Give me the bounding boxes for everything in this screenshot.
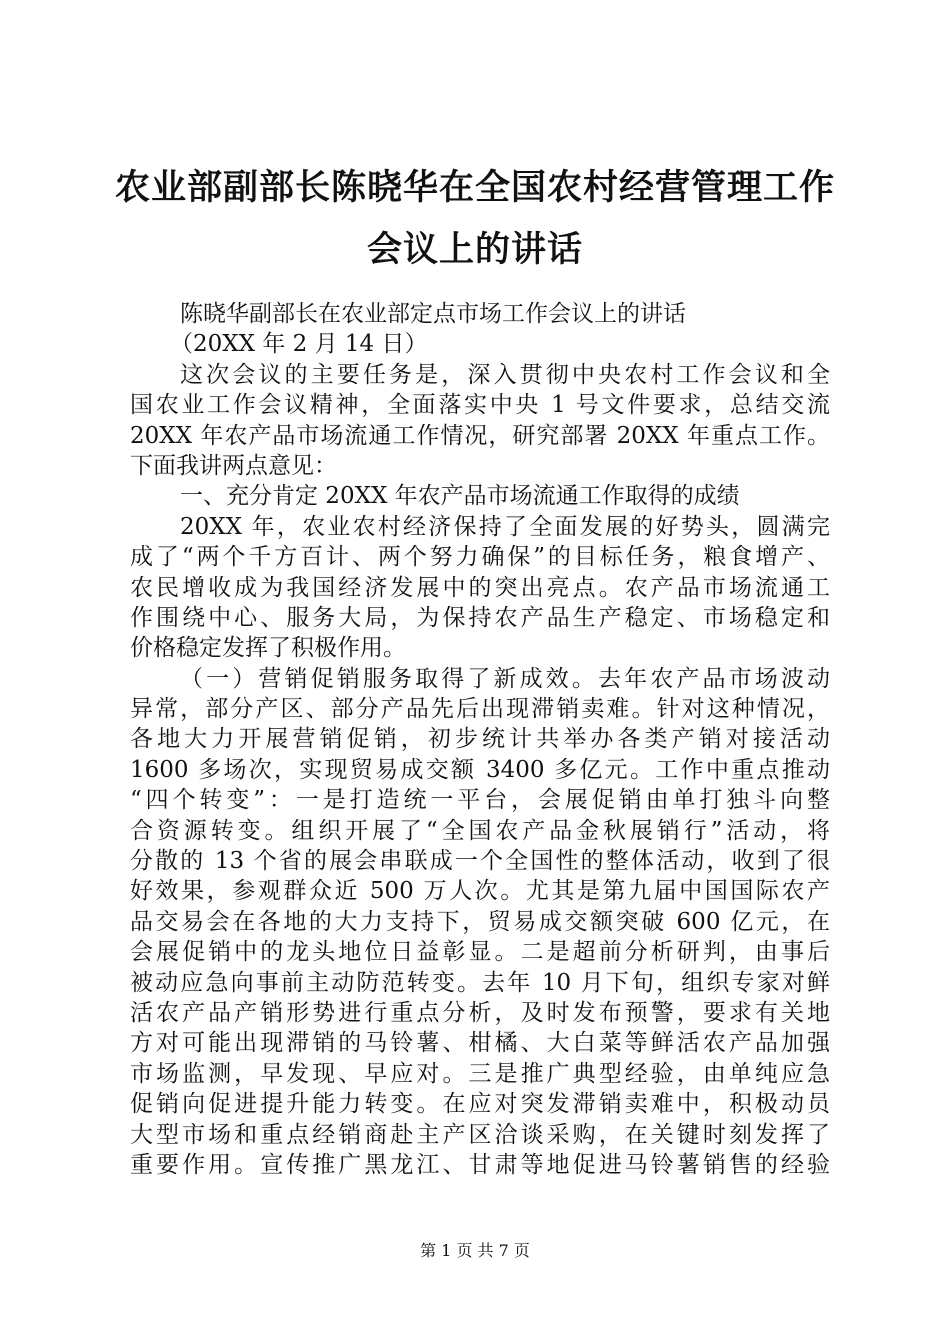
page-footer: 第 1 页 共 7 页 bbox=[420, 1241, 530, 1260]
text-line: （一）营销促销服务取得了新成效。去年农产品市场波动 bbox=[180, 665, 830, 692]
text-line: 被动应急向事前主动防范转变。去年 10 月下旬，组织专家对鲜 bbox=[130, 969, 830, 996]
date-line: （20XX 年 2 月 14 日） bbox=[170, 331, 428, 358]
text-line: 异常，部分产区、部分产品先后出现滞销卖难。针对这种情况， bbox=[130, 696, 830, 723]
text-line: 大型市场和重点经销商赴主产区洽谈采购，在关键时刻发挥了 bbox=[130, 1121, 830, 1148]
text-line: 方对可能出现滞销的马铃薯、柑橘、大白菜等鲜活农产品加强 bbox=[130, 1030, 830, 1057]
text-line: 国农业工作会议精神，全面落实中央 1 号文件要求，总结交流 bbox=[130, 392, 830, 419]
text-line: 20XX 年农产品市场流通工作情况，研究部署 20XX 年重点工作。 bbox=[130, 422, 830, 449]
text-line: 促销向促进提升能力转变。在应对突发滞销卖难中，积极动员 bbox=[130, 1091, 830, 1118]
text-line: 1600 多场次，实现贸易成交额 3400 多亿元。工作中重点推动 bbox=[130, 756, 830, 783]
text-line: 这次会议的主要任务是，深入贯彻中央农村工作会议和全 bbox=[180, 361, 830, 388]
subtitle-line: 陈晓华副部长在农业部定点市场工作会议上的讲话 bbox=[180, 301, 686, 327]
text-line: 作围绕中心、服务大局，为保持农产品生产稳定、市场稳定和 bbox=[130, 604, 830, 631]
text-line: 重要作用。宣传推广黑龙江、甘肃等地促进马铃薯销售的经验 bbox=[130, 1151, 830, 1178]
text-line: 农民增收成为我国经济发展中的突出亮点。农产品市场流通工 bbox=[130, 574, 830, 601]
text-line: 分散的 13 个省的展会串联成一个全国性的整体活动，收到了很 bbox=[130, 848, 830, 875]
document-body bbox=[130, 299, 830, 1180]
section-heading: 一、充分肯定 20XX 年农产品市场流通工作取得的成绩 bbox=[180, 483, 740, 510]
text-line: 好效果，参观群众近 500 万人次。尤其是第九届中国国际农产 bbox=[130, 878, 830, 905]
document-title-line-1: 农业部副部长陈晓华在全国农村经营管理工作 bbox=[114, 167, 835, 208]
text-line: 成了“两个千方百计、两个努力确保”的目标任务，粮食增产、 bbox=[130, 544, 830, 571]
text-line: 各地大力开展营销促销，初步统计共举办各类产销对接活动 bbox=[130, 726, 830, 753]
text-line: 市场监测，早发现、早应对。三是推广典型经验，由单纯应急 bbox=[130, 1060, 830, 1087]
text-line: 20XX 年，农业农村经济保持了全面发展的好势头，圆满完 bbox=[180, 513, 830, 540]
text-line: 活农产品产销形势进行重点分析，及时发布预警，要求有关地 bbox=[130, 999, 830, 1026]
text-line: 合资源转变。组织开展了“全国农产品金秋展销行”活动，将 bbox=[130, 817, 830, 844]
text-line: 会展促销中的龙头地位日益彰显。二是超前分析研判，由事后 bbox=[130, 939, 830, 966]
text-line: 品交易会在各地的大力支持下，贸易成交额突破 600 亿元，在 bbox=[130, 908, 830, 935]
document-title-line-2: 会议上的讲话 bbox=[366, 229, 583, 270]
text-line: 价格稳定发挥了积极作用。 bbox=[130, 635, 406, 662]
text-line: “四个转变”：一是打造统一平台，会展促销由单打独斗向整 bbox=[130, 787, 830, 814]
text-line: 下面我讲两点意见： bbox=[130, 452, 337, 479]
